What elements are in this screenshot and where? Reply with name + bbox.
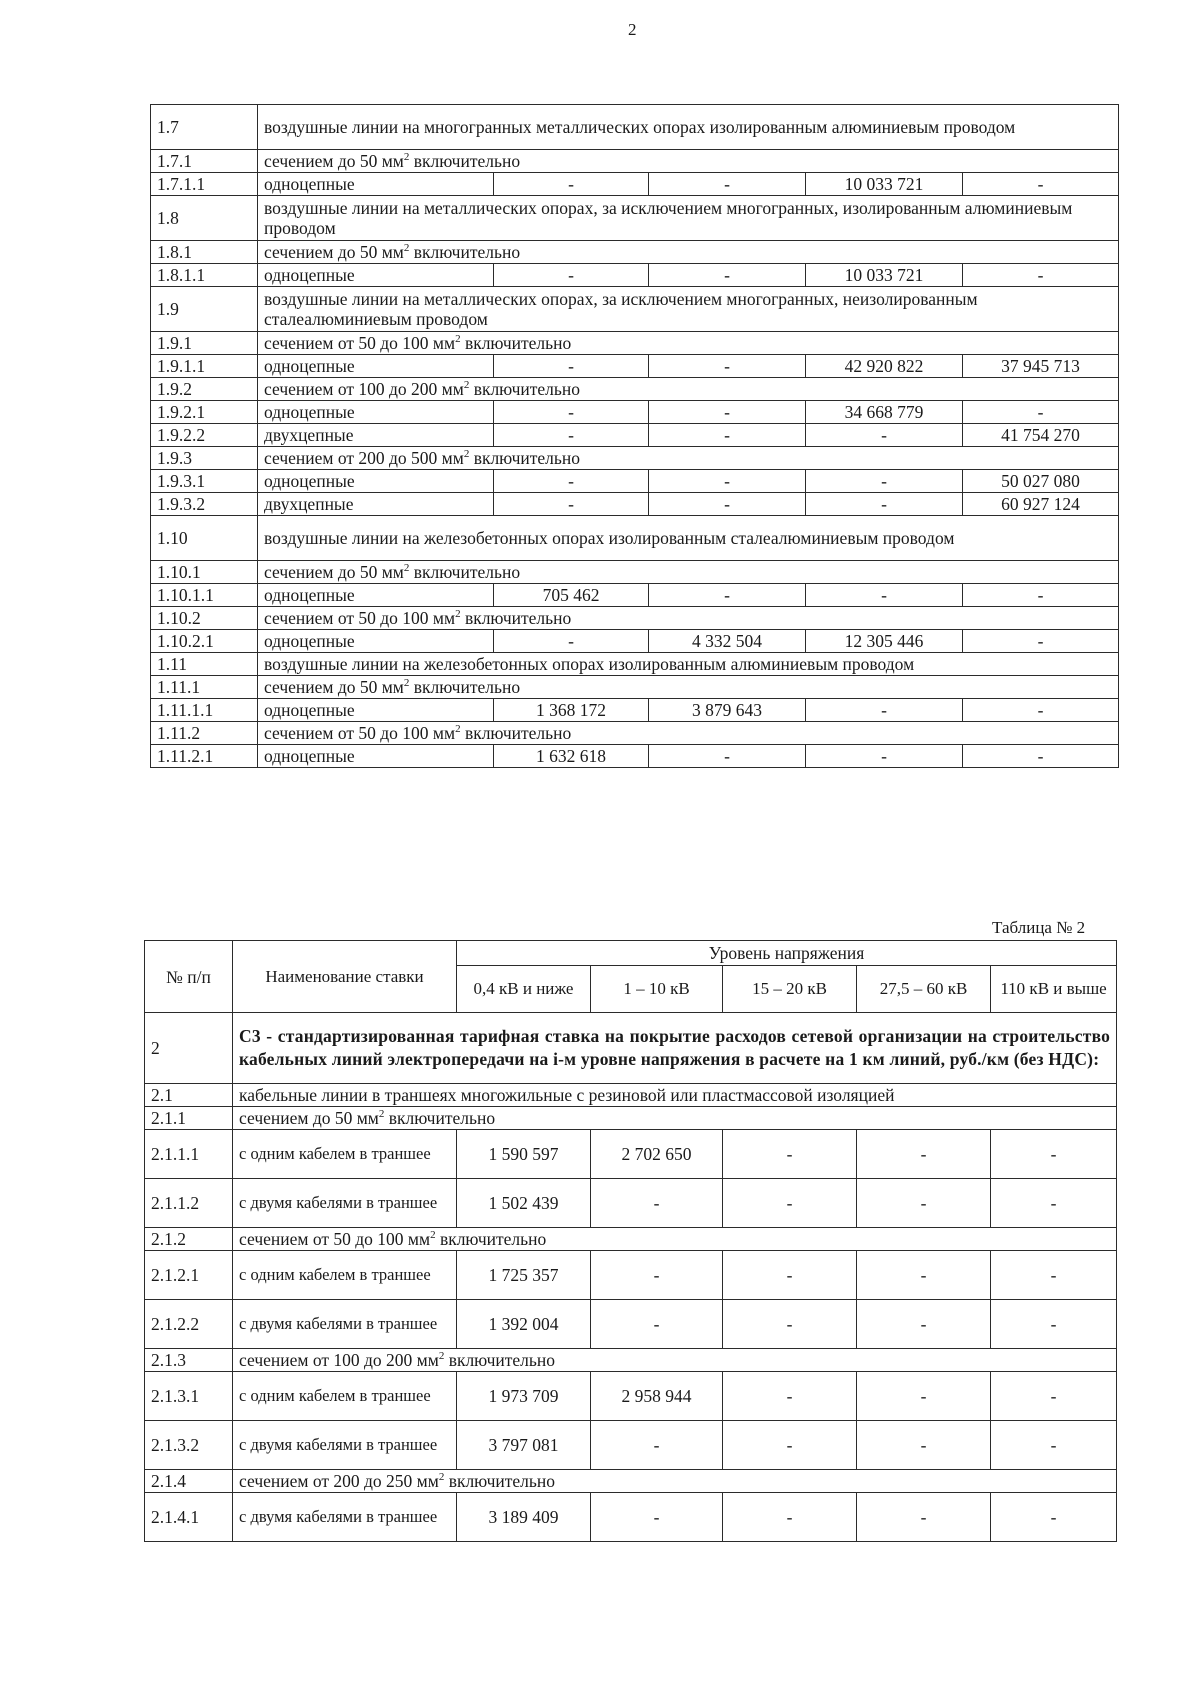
value-cell: 1 590 597 bbox=[457, 1130, 591, 1179]
value-cell: - bbox=[963, 401, 1119, 424]
value-cell: - bbox=[494, 493, 649, 516]
value-cell: - bbox=[723, 1421, 857, 1470]
section-text: сечением от 50 до 100 мм bbox=[264, 608, 456, 628]
value-cell: - bbox=[494, 470, 649, 493]
section-text-end: включительно bbox=[469, 448, 581, 468]
section-label bbox=[258, 722, 1119, 745]
table-row bbox=[151, 699, 1119, 722]
table-row bbox=[151, 424, 1119, 447]
section-text-end: включительно bbox=[409, 677, 521, 697]
row-heading: кабельные линии в траншеях многожильные с резиновой или пластмассовой изоляцией bbox=[233, 1084, 1117, 1107]
row-number: 2.1 bbox=[145, 1084, 233, 1107]
row-name: с одним кабелем в траншее bbox=[233, 1372, 457, 1421]
table-row bbox=[145, 1493, 1117, 1542]
row-name: с одним кабелем в траншее bbox=[233, 1251, 457, 1300]
row-number: 1.7.1.1 bbox=[151, 173, 258, 196]
value-cell: - bbox=[649, 493, 806, 516]
value-cell: 10 033 721 bbox=[806, 264, 963, 287]
row-heading: воздушные линии на металлических опорах, за исключением многогранных, неизолированным сталеалюминиевым проводом bbox=[258, 287, 1119, 332]
superscript: 2 bbox=[463, 448, 470, 461]
value-cell: - bbox=[649, 173, 806, 196]
section-label bbox=[233, 1228, 1117, 1251]
value-cell: 2 702 650 bbox=[591, 1130, 723, 1179]
section-text-end: включительно bbox=[460, 723, 572, 743]
table-row bbox=[151, 264, 1119, 287]
row-number: 1.9 bbox=[151, 287, 258, 332]
value-cell: 1 973 709 bbox=[457, 1372, 591, 1421]
row-name: с двумя кабелями в траншее bbox=[233, 1421, 457, 1470]
row-number: 1.11.1.1 bbox=[151, 699, 258, 722]
value-cell: - bbox=[963, 173, 1119, 196]
table-row bbox=[151, 493, 1119, 516]
tariff-table-1 bbox=[150, 104, 1119, 768]
table-row bbox=[151, 653, 1119, 676]
superscript: 2 bbox=[463, 379, 470, 392]
value-cell: 10 033 721 bbox=[806, 173, 963, 196]
table-row bbox=[151, 287, 1119, 332]
value-cell: - bbox=[857, 1130, 991, 1179]
value-cell: - bbox=[806, 493, 963, 516]
section-text: сечением от 200 до 500 мм bbox=[264, 448, 464, 468]
table-row bbox=[151, 630, 1119, 653]
table-row bbox=[151, 332, 1119, 355]
section-label bbox=[233, 1470, 1117, 1493]
row-number: 2.1.2 bbox=[145, 1228, 233, 1251]
value-cell: - bbox=[649, 401, 806, 424]
row-name: с двумя кабелями в траншее bbox=[233, 1493, 457, 1542]
table-row bbox=[145, 1251, 1117, 1300]
row-number: 1.10.2.1 bbox=[151, 630, 258, 653]
value-cell: - bbox=[991, 1179, 1117, 1228]
section-text-end: включительно bbox=[444, 1350, 556, 1370]
section-text-end: включительно bbox=[435, 1229, 547, 1249]
value-cell: - bbox=[494, 424, 649, 447]
value-cell: - bbox=[494, 173, 649, 196]
table-row bbox=[151, 722, 1119, 745]
row-name: одноцепные bbox=[258, 173, 494, 196]
table-row bbox=[145, 1130, 1117, 1179]
section-text: сечением от 50 до 100 мм bbox=[239, 1229, 431, 1249]
value-cell: - bbox=[857, 1251, 991, 1300]
value-cell: - bbox=[991, 1372, 1117, 1421]
row-number: 1.9.2.1 bbox=[151, 401, 258, 424]
row-number: 1.11.1 bbox=[151, 676, 258, 699]
row-number: 1.9.3.1 bbox=[151, 470, 258, 493]
header-number: № п/п bbox=[145, 941, 233, 1013]
value-cell: 2 958 944 bbox=[591, 1372, 723, 1421]
row-number: 1.10.1 bbox=[151, 561, 258, 584]
table-row bbox=[151, 607, 1119, 630]
section-label bbox=[258, 447, 1119, 470]
row-number: 1.11.2.1 bbox=[151, 745, 258, 768]
table-row bbox=[151, 447, 1119, 470]
section-text: сечением до 50 мм bbox=[239, 1108, 379, 1128]
table-row bbox=[145, 1179, 1117, 1228]
row-number: 1.7.1 bbox=[151, 150, 258, 173]
section-label bbox=[233, 1349, 1117, 1372]
table-row bbox=[151, 516, 1119, 561]
table-row bbox=[145, 1228, 1117, 1251]
value-cell: - bbox=[991, 1493, 1117, 1542]
row-number: 2.1.4.1 bbox=[145, 1493, 233, 1542]
table-row bbox=[151, 401, 1119, 424]
section-text-end: включительно bbox=[444, 1471, 556, 1491]
value-cell: 1 725 357 bbox=[457, 1251, 591, 1300]
value-cell: - bbox=[649, 355, 806, 378]
row-heading: воздушные линии на многогранных металлических опорах изолированным алюминиевым проводом bbox=[258, 105, 1119, 150]
table-row bbox=[151, 355, 1119, 378]
value-cell: 1 368 172 bbox=[494, 699, 649, 722]
row-number: 2.1.3.1 bbox=[145, 1372, 233, 1421]
header-level-27-60kv: 27,5 – 60 кВ bbox=[857, 966, 991, 1013]
value-cell: - bbox=[494, 401, 649, 424]
value-cell: - bbox=[591, 1251, 723, 1300]
row-number: 2.1.4 bbox=[145, 1470, 233, 1493]
intro-number: 2 bbox=[145, 1013, 233, 1084]
value-cell: 34 668 779 bbox=[806, 401, 963, 424]
table-row bbox=[145, 1300, 1117, 1349]
superscript: 2 bbox=[455, 723, 461, 736]
row-name: одноцепные bbox=[258, 470, 494, 493]
section-text: сечением от 100 до 200 мм bbox=[264, 379, 464, 399]
value-cell: - bbox=[806, 745, 963, 768]
row-number: 2.1.1 bbox=[145, 1107, 233, 1130]
section-text: сечением до 50 мм bbox=[264, 562, 404, 582]
superscript: 2 bbox=[403, 242, 410, 255]
table-caption: Таблица № 2 bbox=[992, 918, 1086, 937]
row-number: 1.8.1.1 bbox=[151, 264, 258, 287]
section-text-end: включительно bbox=[460, 333, 572, 353]
value-cell: - bbox=[723, 1251, 857, 1300]
value-cell: 3 797 081 bbox=[457, 1421, 591, 1470]
section-label bbox=[258, 150, 1119, 173]
table-row bbox=[151, 173, 1119, 196]
section-text: сечением до 50 мм bbox=[264, 151, 404, 171]
tariff-table-2 bbox=[144, 940, 1117, 1542]
row-number: 2.1.3.2 bbox=[145, 1421, 233, 1470]
header-level-15-20kv: 15 – 20 кВ bbox=[723, 966, 857, 1013]
value-cell: - bbox=[591, 1421, 723, 1470]
value-cell: - bbox=[991, 1130, 1117, 1179]
row-number: 2.1.2.1 bbox=[145, 1251, 233, 1300]
row-number: 1.10.1.1 bbox=[151, 584, 258, 607]
page-number: 2 bbox=[628, 20, 637, 39]
value-cell: - bbox=[963, 745, 1119, 768]
section-label bbox=[258, 378, 1119, 401]
row-heading: воздушные линии на железобетонных опорах изолированным алюминиевым проводом bbox=[258, 653, 1119, 676]
table-row bbox=[145, 1349, 1117, 1372]
superscript: 2 bbox=[378, 1108, 385, 1121]
value-cell: - bbox=[591, 1179, 723, 1228]
value-cell: - bbox=[857, 1493, 991, 1542]
superscript: 2 bbox=[438, 1350, 445, 1363]
value-cell: 37 945 713 bbox=[963, 355, 1119, 378]
table-row bbox=[145, 1372, 1117, 1421]
row-name: с двумя кабелями в траншее bbox=[233, 1179, 457, 1228]
section-text-end: включительно bbox=[384, 1108, 496, 1128]
value-cell: - bbox=[723, 1130, 857, 1179]
row-name: двухцепные bbox=[258, 424, 494, 447]
row-name: двухцепные bbox=[258, 493, 494, 516]
row-name: с двумя кабелями в траншее bbox=[233, 1300, 457, 1349]
header-level-0-4kv: 0,4 кВ и ниже bbox=[457, 966, 591, 1013]
superscript: 2 bbox=[430, 1229, 436, 1242]
row-number: 2.1.3 bbox=[145, 1349, 233, 1372]
section-label bbox=[258, 332, 1119, 355]
value-cell: - bbox=[494, 355, 649, 378]
row-number: 1.10.2 bbox=[151, 607, 258, 630]
value-cell: - bbox=[857, 1372, 991, 1421]
superscript: 2 bbox=[455, 333, 461, 346]
table-row bbox=[151, 378, 1119, 401]
value-cell: - bbox=[723, 1300, 857, 1349]
value-cell: 3 189 409 bbox=[457, 1493, 591, 1542]
value-cell: - bbox=[494, 630, 649, 653]
superscript: 2 bbox=[455, 608, 461, 621]
section-text: сечением до 50 мм bbox=[264, 677, 404, 697]
section-text: сечением от 50 до 100 мм bbox=[264, 723, 456, 743]
row-number: 1.9.2 bbox=[151, 378, 258, 401]
superscript: 2 bbox=[403, 562, 410, 575]
value-cell: - bbox=[806, 584, 963, 607]
section-text: сечением от 50 до 100 мм bbox=[264, 333, 456, 353]
section-text: сечением до 50 мм bbox=[264, 242, 404, 262]
value-cell: 50 027 080 bbox=[963, 470, 1119, 493]
row-number: 1.9.1.1 bbox=[151, 355, 258, 378]
section-label bbox=[258, 561, 1119, 584]
row-name: одноцепные bbox=[258, 584, 494, 607]
value-cell: - bbox=[649, 264, 806, 287]
superscript: 2 bbox=[403, 677, 410, 690]
row-name: одноцепные bbox=[258, 699, 494, 722]
header-level-110kv: 110 кВ и выше bbox=[991, 966, 1117, 1013]
section-text-end: включительно bbox=[409, 242, 521, 262]
value-cell: - bbox=[723, 1179, 857, 1228]
row-name: одноцепные bbox=[258, 745, 494, 768]
row-heading: воздушные линии на металлических опорах, за исключением многогранных, изолированным алюминиевым проводом bbox=[258, 196, 1119, 241]
table-row bbox=[151, 676, 1119, 699]
value-cell: - bbox=[806, 699, 963, 722]
row-name: одноцепные bbox=[258, 630, 494, 653]
value-cell: - bbox=[649, 584, 806, 607]
row-number: 1.8.1 bbox=[151, 241, 258, 264]
table-row bbox=[151, 241, 1119, 264]
table-row bbox=[151, 150, 1119, 173]
section-label bbox=[233, 1107, 1117, 1130]
value-cell: - bbox=[723, 1372, 857, 1421]
row-heading: воздушные линии на железобетонных опорах изолированным сталеалюминиевым проводом bbox=[258, 516, 1119, 561]
row-name: одноцепные bbox=[258, 401, 494, 424]
row-number: 1.9.3.2 bbox=[151, 493, 258, 516]
section-text: сечением от 200 до 250 мм bbox=[239, 1471, 439, 1491]
row-number: 1.9.1 bbox=[151, 332, 258, 355]
value-cell: - bbox=[649, 745, 806, 768]
row-number: 1.8 bbox=[151, 196, 258, 241]
section-text-end: включительно bbox=[409, 562, 521, 582]
row-number: 1.7 bbox=[151, 105, 258, 150]
section-label bbox=[258, 676, 1119, 699]
table-row bbox=[145, 1421, 1117, 1470]
table-row bbox=[145, 1470, 1117, 1493]
value-cell: - bbox=[857, 1421, 991, 1470]
value-cell: 3 879 643 bbox=[649, 699, 806, 722]
value-cell: 4 332 504 bbox=[649, 630, 806, 653]
value-cell: 12 305 446 bbox=[806, 630, 963, 653]
superscript: 2 bbox=[403, 151, 410, 164]
value-cell: - bbox=[857, 1179, 991, 1228]
table-row bbox=[145, 1084, 1117, 1107]
table-row bbox=[151, 561, 1119, 584]
value-cell: 1 502 439 bbox=[457, 1179, 591, 1228]
value-cell: - bbox=[649, 470, 806, 493]
table-row bbox=[151, 745, 1119, 768]
value-cell: 60 927 124 bbox=[963, 493, 1119, 516]
section-text: сечением от 100 до 200 мм bbox=[239, 1350, 439, 1370]
header-rate-name: Наименование ставки bbox=[233, 941, 457, 1013]
value-cell: 1 392 004 bbox=[457, 1300, 591, 1349]
table-row bbox=[151, 584, 1119, 607]
section-label bbox=[258, 607, 1119, 630]
section-text-end: включительно bbox=[469, 379, 581, 399]
section-label bbox=[258, 241, 1119, 264]
value-cell: - bbox=[723, 1493, 857, 1542]
table-row bbox=[151, 196, 1119, 241]
row-name: одноцепные bbox=[258, 264, 494, 287]
value-cell: - bbox=[963, 699, 1119, 722]
table-row bbox=[151, 105, 1119, 150]
value-cell: - bbox=[806, 470, 963, 493]
table-row bbox=[145, 1107, 1117, 1130]
row-number: 1.11 bbox=[151, 653, 258, 676]
value-cell: - bbox=[991, 1251, 1117, 1300]
value-cell: - bbox=[494, 264, 649, 287]
row-number: 1.11.2 bbox=[151, 722, 258, 745]
value-cell: - bbox=[963, 264, 1119, 287]
row-number: 2.1.2.2 bbox=[145, 1300, 233, 1349]
intro-text: С3 - стандартизированная тарифная ставка на покрытие расходов сетевой организации на строительство кабельных линий электропередачи на i-м уровне напряжения в расчете на 1 км линий, руб./км (без НДС): bbox=[233, 1013, 1117, 1084]
value-cell: - bbox=[591, 1300, 723, 1349]
row-number: 1.9.3 bbox=[151, 447, 258, 470]
value-cell: 705 462 bbox=[494, 584, 649, 607]
value-cell: - bbox=[857, 1300, 991, 1349]
row-number: 1.10 bbox=[151, 516, 258, 561]
section-text-end: включительно bbox=[409, 151, 521, 171]
row-name: с одним кабелем в траншее bbox=[233, 1130, 457, 1179]
value-cell: 41 754 270 bbox=[963, 424, 1119, 447]
section-text-end: включительно bbox=[460, 608, 572, 628]
superscript: 2 bbox=[438, 1471, 445, 1484]
row-number: 1.9.2.2 bbox=[151, 424, 258, 447]
row-number: 2.1.1.2 bbox=[145, 1179, 233, 1228]
value-cell: - bbox=[991, 1421, 1117, 1470]
value-cell: - bbox=[991, 1300, 1117, 1349]
header-voltage-level: Уровень напряжения bbox=[457, 941, 1117, 966]
row-number: 2.1.1.1 bbox=[145, 1130, 233, 1179]
value-cell: 42 920 822 bbox=[806, 355, 963, 378]
value-cell: - bbox=[963, 584, 1119, 607]
value-cell: - bbox=[963, 630, 1119, 653]
value-cell: - bbox=[649, 424, 806, 447]
table-row bbox=[151, 470, 1119, 493]
row-name: одноцепные bbox=[258, 355, 494, 378]
value-cell: - bbox=[591, 1493, 723, 1542]
header-level-1-10kv: 1 – 10 кВ bbox=[591, 966, 723, 1013]
value-cell: 1 632 618 bbox=[494, 745, 649, 768]
value-cell: - bbox=[806, 424, 963, 447]
